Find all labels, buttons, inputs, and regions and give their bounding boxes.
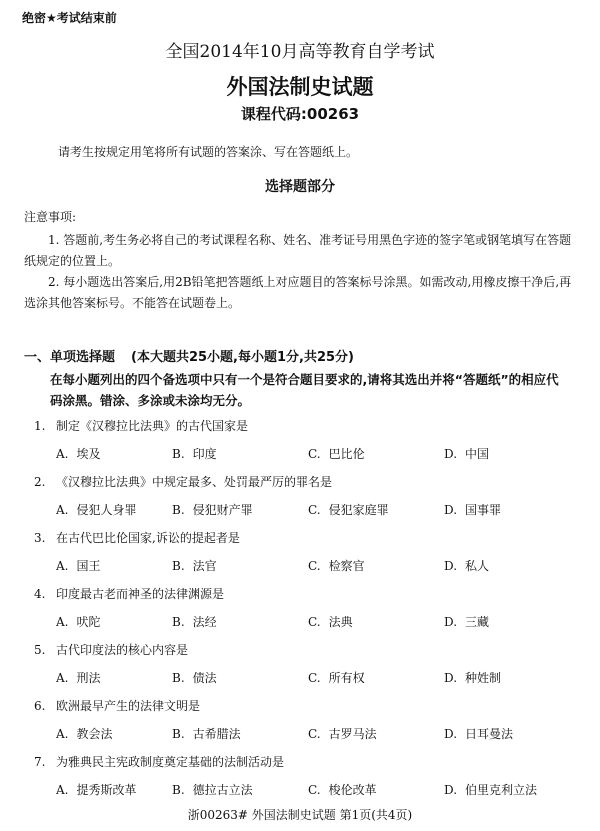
question-text: 制定《汉穆拉比法典》的古代国家是 xyxy=(56,419,249,433)
notice-item-2: 2. 每小题选出答案后,用2B铅笔把答题纸上对应题目的答案标号涂黑。如需改动,用橡皮擦干净后,再选涂其他答案标号。不能答在试题卷上。 xyxy=(24,275,572,310)
option-text: 国事罪 xyxy=(465,503,502,517)
option-text: 检察官 xyxy=(328,559,365,573)
option-letter: A. xyxy=(56,559,69,573)
option-letter: C. xyxy=(308,783,321,797)
exam-title: 全国2014年10月高等教育自学考试 xyxy=(165,42,435,62)
question-number: 4. xyxy=(34,587,46,601)
option-text: 种姓制 xyxy=(465,671,502,685)
option-text: 提秀斯改革 xyxy=(76,783,137,797)
question-text: 古代印度法的核心内容是 xyxy=(56,643,189,657)
question-text: 在古代巴比伦国家,诉讼的提起者是 xyxy=(56,531,240,545)
option-b xyxy=(172,669,217,686)
section-points: (本大题共25小题,每小题1分,共25分) xyxy=(131,350,355,365)
option-letter: B. xyxy=(172,447,185,461)
option-b xyxy=(172,781,253,798)
option-text: 法官 xyxy=(192,559,217,573)
option-letter: D. xyxy=(444,447,458,461)
option-letter: A. xyxy=(56,783,69,797)
option-text: 私人 xyxy=(465,559,490,573)
option-b xyxy=(172,725,241,742)
option-letter: D. xyxy=(444,783,458,797)
option-text: 巴比伦 xyxy=(328,447,365,461)
option-a xyxy=(56,669,101,686)
option-letter: B. xyxy=(172,503,185,517)
question-4 xyxy=(34,585,224,602)
option-d xyxy=(444,669,501,686)
option-a xyxy=(56,557,101,574)
option-letter: B. xyxy=(172,783,185,797)
question-text: 印度最古老而神圣的法律渊源是 xyxy=(56,587,225,601)
option-letter: D. xyxy=(444,671,458,685)
option-b xyxy=(172,445,217,462)
option-letter: A. xyxy=(56,615,69,629)
question-number: 6. xyxy=(34,699,46,713)
question-1 xyxy=(34,417,248,434)
course-code: 课程代码:00263 xyxy=(240,105,360,123)
option-letter: C. xyxy=(308,671,321,685)
option-letter: C. xyxy=(308,503,321,517)
question-number: 5. xyxy=(34,643,46,657)
section-heading xyxy=(24,346,354,365)
question-number: 1. xyxy=(34,419,46,433)
option-text: 教会法 xyxy=(76,727,113,741)
option-text: 德拉古立法 xyxy=(192,783,253,797)
option-letter: B. xyxy=(172,671,185,685)
option-text: 债法 xyxy=(192,671,217,685)
option-text: 三藏 xyxy=(465,615,490,629)
option-letter: A. xyxy=(56,671,69,685)
option-text: 法经 xyxy=(192,615,217,629)
option-text: 吠陀 xyxy=(76,615,101,629)
option-text: 刑法 xyxy=(76,671,101,685)
option-b xyxy=(172,613,217,630)
page-footer: 浙00263# 外国法制史试题 第1页(共4页) xyxy=(187,808,413,822)
option-letter: D. xyxy=(444,503,458,517)
question-2 xyxy=(34,473,332,490)
option-letter: C. xyxy=(308,559,321,573)
option-a xyxy=(56,725,113,742)
option-b xyxy=(172,557,217,574)
option-letter: B. xyxy=(172,727,185,741)
option-a xyxy=(56,613,101,630)
question-number: 3. xyxy=(34,531,46,545)
question-number: 2. xyxy=(34,475,46,489)
option-letter: C. xyxy=(308,615,321,629)
part-title: 选择题部分 xyxy=(265,179,335,195)
question-3 xyxy=(34,529,240,546)
option-c xyxy=(308,557,365,574)
question-5 xyxy=(34,641,188,658)
option-c xyxy=(308,445,365,462)
section-description: 在每小题列出的四个备选项中只有一个是符合题目要求的,请将其选出并将“答题纸”的相应代码涂黑。错涂、多涂或未涂均无分。 xyxy=(50,372,559,408)
option-text: 日耳曼法 xyxy=(465,727,514,741)
question-text: 为雅典民主宪政制度奠定基础的法制活动是 xyxy=(56,755,285,769)
question-text: 欧洲最早产生的法律文明是 xyxy=(56,699,201,713)
option-letter: C. xyxy=(308,447,321,461)
question-text: 《汉穆拉比法典》中规定最多、处罚最严厉的罪名是 xyxy=(56,475,333,489)
option-c xyxy=(308,613,353,630)
option-text: 侵犯家庭罪 xyxy=(328,503,389,517)
option-d xyxy=(444,781,537,798)
option-text: 印度 xyxy=(192,447,217,461)
question-7 xyxy=(34,753,284,770)
notice-item-1: 1. 答题前,考生务必将自己的考试课程名称、姓名、准考证号用黑色字迹的签字笔或钢笔填写在答题纸规定的位置上。 xyxy=(24,233,572,268)
option-letter: B. xyxy=(172,559,185,573)
option-a xyxy=(56,445,101,462)
option-text: 梭伦改革 xyxy=(328,783,377,797)
option-c xyxy=(308,781,377,798)
option-letter: D. xyxy=(444,615,458,629)
option-a xyxy=(56,501,137,518)
option-a xyxy=(56,781,137,798)
option-text: 古罗马法 xyxy=(328,727,377,741)
option-letter: B. xyxy=(172,615,185,629)
paper-title: 外国法制史试题 xyxy=(226,75,374,99)
option-text: 埃及 xyxy=(76,447,101,461)
option-text: 中国 xyxy=(465,447,490,461)
option-letter: A. xyxy=(56,503,69,517)
question-6 xyxy=(34,697,200,714)
option-text: 古希腊法 xyxy=(192,727,241,741)
answer-instruction: 请考生按规定用笔将所有试题的答案涂、写在答题纸上。 xyxy=(58,145,359,159)
option-letter: C. xyxy=(308,727,321,741)
option-d xyxy=(444,445,489,462)
question-number: 7. xyxy=(34,755,46,769)
confidential-label: 绝密★考试结束前 xyxy=(22,11,117,25)
option-c xyxy=(308,725,377,742)
option-text: 侵犯人身罪 xyxy=(76,503,137,517)
option-c xyxy=(308,669,365,686)
option-d xyxy=(444,501,501,518)
option-letter: D. xyxy=(444,727,458,741)
option-letter: D. xyxy=(444,559,458,573)
option-text: 侵犯财产罪 xyxy=(192,503,253,517)
section-title: 一、单项选择题 xyxy=(24,350,116,365)
option-c xyxy=(308,501,389,518)
option-letter: A. xyxy=(56,727,69,741)
notice-heading: 注意事项: xyxy=(24,210,77,224)
option-d xyxy=(444,725,513,742)
option-b xyxy=(172,501,253,518)
option-text: 伯里克利立法 xyxy=(465,783,538,797)
option-text: 国王 xyxy=(76,559,101,573)
option-letter: A. xyxy=(56,447,69,461)
option-text: 法典 xyxy=(328,615,353,629)
option-text: 所有权 xyxy=(328,671,365,685)
option-d xyxy=(444,557,489,574)
option-d xyxy=(444,613,489,630)
